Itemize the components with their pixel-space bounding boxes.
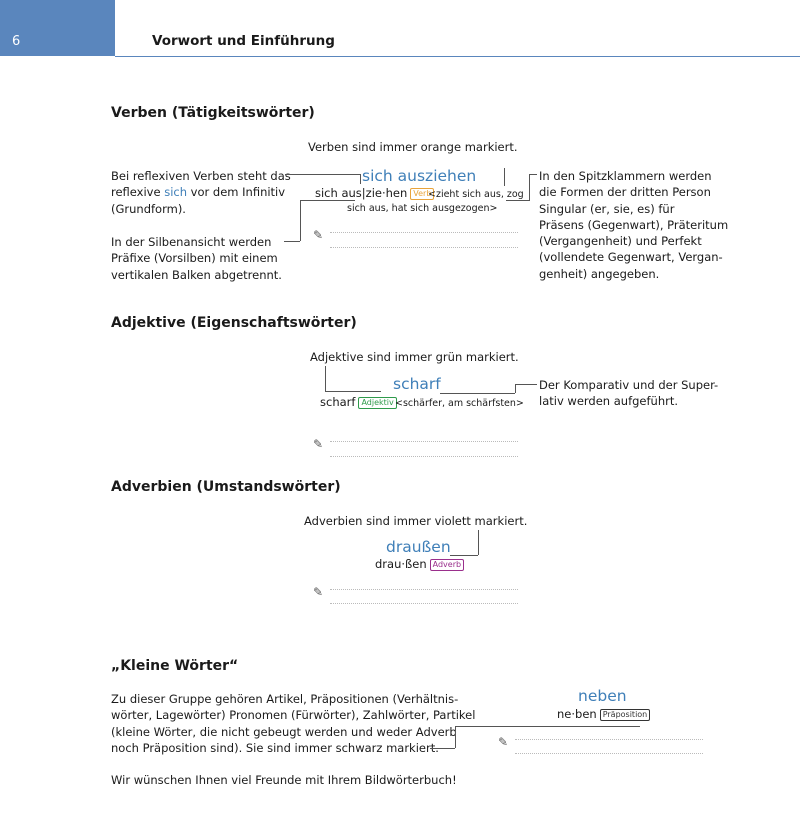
adjective-forms: <schärfer, am schärfsten> bbox=[395, 398, 524, 409]
connector-line bbox=[455, 726, 640, 727]
small-word-headword: neben bbox=[578, 687, 627, 705]
connector-line bbox=[285, 174, 360, 175]
verb-tag: Verb bbox=[410, 188, 434, 200]
small-word-tag: Präposition bbox=[600, 709, 651, 721]
connector-line bbox=[325, 366, 326, 391]
adjective-headword: scharf bbox=[393, 375, 441, 393]
connector-line bbox=[430, 748, 455, 749]
page-number: 6 bbox=[12, 34, 21, 49]
connector-line bbox=[284, 241, 300, 242]
note-line bbox=[330, 589, 518, 590]
adverb-syllables: drau·ßen Adverb bbox=[375, 557, 464, 571]
pencil-icon: ✎ bbox=[313, 437, 324, 451]
connector-line bbox=[515, 384, 537, 385]
connector-line bbox=[504, 168, 505, 186]
adjectives-heading: Adjektive (Eigenschaftswörter) bbox=[111, 315, 357, 331]
connector-line bbox=[529, 174, 537, 175]
adjective-syllables: scharf Adjektiv bbox=[320, 395, 397, 409]
verb-syllables: sich aus|zie·hen Verb bbox=[315, 186, 434, 200]
pencil-icon: ✎ bbox=[313, 228, 324, 242]
note-line bbox=[515, 739, 703, 740]
adjective-tag: Adjektiv bbox=[358, 397, 396, 409]
adverbs-color-note: Adverbien sind immer violett markiert. bbox=[304, 514, 528, 528]
chapter-title: Vorwort und Einführung bbox=[152, 33, 335, 49]
connector-line bbox=[325, 391, 381, 392]
connector-line bbox=[506, 200, 530, 201]
reflexive-sich: sich bbox=[164, 185, 188, 200]
note-line bbox=[515, 753, 703, 754]
pencil-icon: ✎ bbox=[498, 735, 509, 749]
connector-line bbox=[360, 174, 361, 184]
small-word-syllables: ne·ben Präposition bbox=[557, 707, 650, 721]
verb-forms-line2: sich aus, hat sich ausgezogen> bbox=[347, 203, 498, 214]
closing-note: Wir wünschen Ihnen viel Freunde mit Ihrem Bildwörterbuch! bbox=[111, 773, 457, 787]
connector-line bbox=[300, 200, 355, 201]
verbs-color-note: Verben sind immer orange markiert. bbox=[308, 140, 518, 154]
connector-line bbox=[455, 726, 456, 748]
connector-line bbox=[300, 200, 301, 241]
note-line bbox=[330, 232, 518, 233]
adverbs-heading: Adverbien (Umstandswörter) bbox=[111, 479, 341, 495]
connector-line bbox=[478, 530, 479, 555]
small-words-heading: „Kleine Wörter“ bbox=[111, 658, 239, 674]
connector-line bbox=[440, 393, 515, 394]
verbs-heading: Verben (Tätigkeitswörter) bbox=[111, 105, 315, 121]
note-line bbox=[330, 247, 518, 248]
note-line bbox=[330, 456, 518, 457]
verb-headword: sich ausziehen bbox=[362, 167, 477, 185]
adverb-headword: draußen bbox=[386, 538, 451, 556]
adverb-tag: Adverb bbox=[430, 559, 464, 571]
small-words-body: Zu dieser Gruppe gehören Artikel, Präpositionen (Verhältnis- wörter, Lagewörter) Pronomen (Fürwörter), Zahlwörter, Partikel (kleine Wörter, die nicht gebeugt werden und weder Adverb noch Präposition sind). Sie sind immer schwarz markiert. bbox=[111, 692, 476, 755]
connector-line bbox=[450, 555, 478, 556]
connector-line bbox=[529, 174, 530, 200]
verb-forms-line1: <zieht sich aus, zog bbox=[428, 189, 524, 200]
verbs-forms-note: In den Spitzklammern werden die Formen der dritten Person Singular (er, sie, es) für Präsens (Gegenwart), Präteritum (Vergangenheit) und Perfekt (vollendete Gegenwart, Vergan- genheit) angegeben. bbox=[539, 169, 729, 281]
verbs-reflexive-note: Bei reflexiven Verben steht das reflexive sich vor dem Infinitiv (Grundform). bbox=[111, 169, 291, 216]
note-line bbox=[330, 603, 518, 604]
note-line bbox=[330, 441, 518, 442]
pencil-icon: ✎ bbox=[313, 585, 324, 599]
adjectives-comparative-note: Der Komparativ und der Super- lativ werden aufgeführt. bbox=[539, 378, 719, 409]
connector-line bbox=[515, 384, 516, 393]
header-rule bbox=[115, 56, 800, 57]
adjectives-color-note: Adjektive sind immer grün markiert. bbox=[310, 350, 519, 364]
verbs-syllable-note: In der Silbenansicht werden Präfixe (Vorsilben) mit einem vertikalen Balken abgetrennt. bbox=[111, 235, 282, 282]
